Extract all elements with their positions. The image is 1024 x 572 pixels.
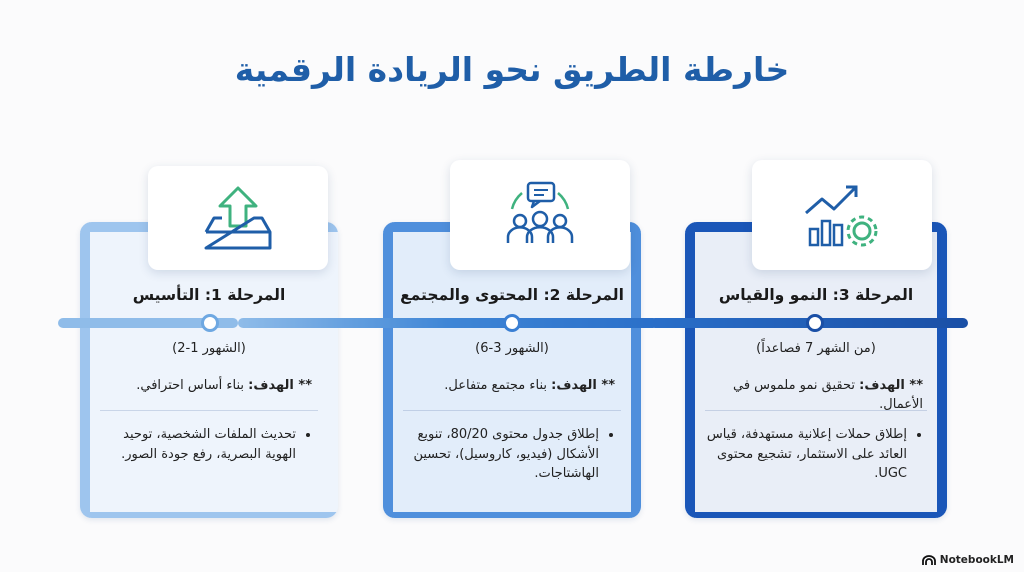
community-chat-icon — [498, 179, 582, 251]
timeline-segment-2 — [238, 318, 658, 328]
phase-2-divider — [403, 410, 621, 411]
notebooklm-logo-icon — [922, 555, 936, 566]
phase-1-divider — [100, 410, 318, 411]
phase-3-icon-card — [752, 160, 932, 270]
phase-1-goal-label: ** الهدف: — [248, 378, 312, 393]
timeline-node-2 — [503, 314, 521, 332]
page-title: خارطة الطريق نحو الريادة الرقمية — [234, 50, 790, 89]
phase-2-action-item: • إطلاق جدول محتوى 80/20، تنويع الأشكال (فيديو، كاروسيل)، تحسين الهاشتاجات. — [403, 425, 599, 484]
timeline-node-1 — [201, 314, 219, 332]
timeline-node-3 — [806, 314, 824, 332]
phase-3-actions — [705, 425, 923, 484]
phase-2-actions — [403, 425, 615, 484]
phase-3-title: المرحلة 3: النمو والقياس — [718, 286, 914, 304]
phase-1-title: المرحلة 1: التأسيس — [132, 286, 286, 304]
phase-3-action-item: • إطلاق حملات إعلانية مستهدفة، قياس العائد على الاستثمار، تشجيع محتوى UGC. — [705, 425, 907, 484]
phase-3-goal-text: تحقيق نمو ملموس في الأعمال. — [732, 378, 923, 412]
phase-2-goal-label: ** الهدف: — [551, 378, 615, 393]
phase-3-goal-label: ** الهدف: — [859, 378, 923, 393]
phase-2-goal — [403, 376, 615, 395]
upload-tray-icon — [198, 182, 278, 254]
phase-2-goal-text: بناء مجتمع متفاعل. — [444, 378, 547, 393]
brand-label: NotebookLM — [939, 554, 1014, 566]
phase-2-icon-card — [450, 160, 630, 270]
phase-3-divider — [705, 410, 927, 411]
phase-1-action-item: • تحديث الملفات الشخصية، توحيد الهوية البصرية، رفع جودة الصور. — [100, 425, 296, 464]
phase-2-duration: (الشهور 3-6) — [475, 341, 549, 356]
phase-1-icon-card — [148, 166, 328, 270]
notebooklm-watermark — [922, 554, 1014, 566]
phase-3-goal — [705, 376, 923, 414]
phase-2-title: المرحلة 2: المحتوى والمجتمع — [400, 286, 624, 304]
growth-chart-gear-icon — [800, 179, 884, 251]
phase-3-duration: (من الشهر 7 فصاعداً) — [756, 341, 876, 356]
phase-1-goal-text: بناء أساس احترافي. — [136, 378, 244, 393]
phase-1-duration: (الشهور 1-2) — [172, 341, 246, 356]
phase-1-actions — [100, 425, 312, 464]
phase-1-goal — [100, 376, 312, 395]
